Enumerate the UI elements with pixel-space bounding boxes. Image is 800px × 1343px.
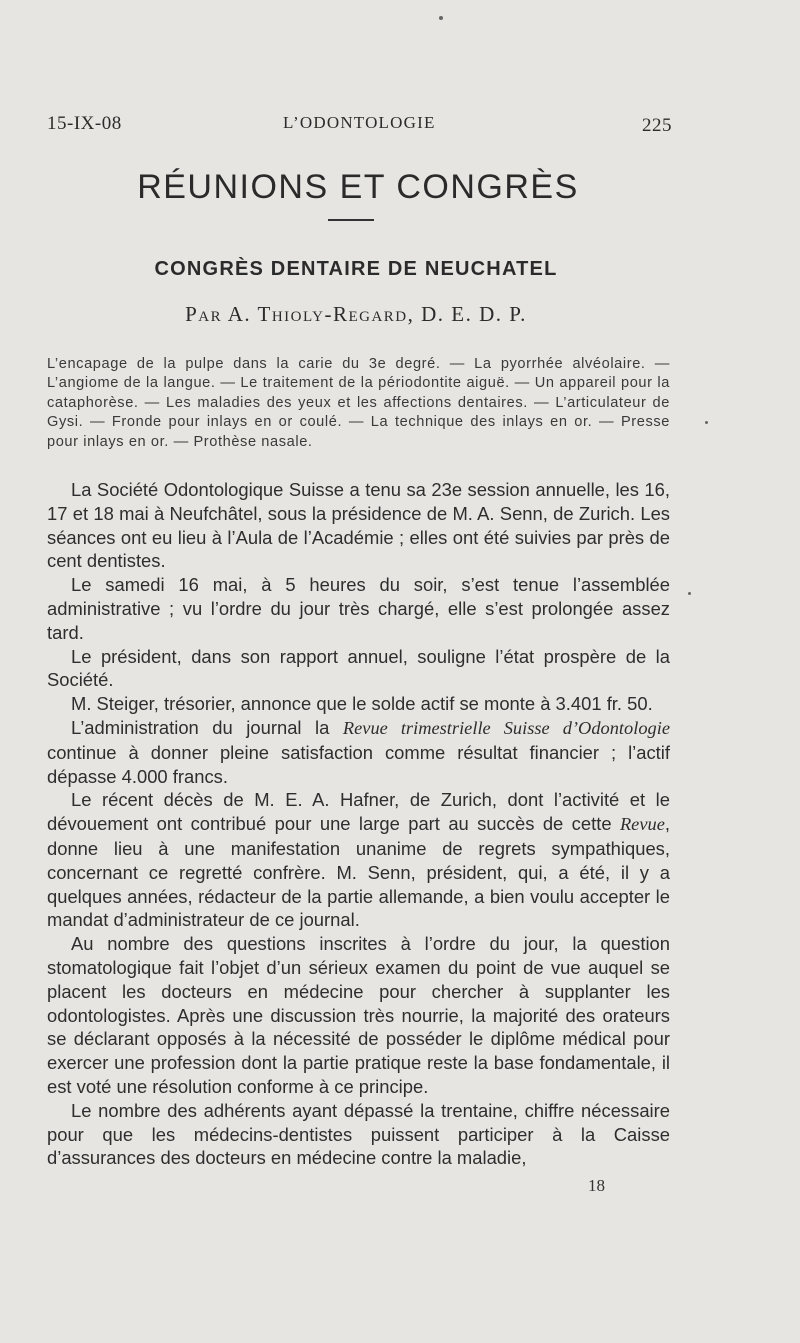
body-paragraph: M. Steiger, trésorier, annonce que le solde actif se monte à 3.401 fr. 50. [71, 693, 653, 715]
text-run: continue à donner pleine satisfaction comme résultat financier ; l’actif dépasse 4.000 francs. [47, 741, 670, 787]
article-byline: Par A. Thioly-Regard, D. E. D. P. [185, 302, 527, 326]
journal-title-italic: Revue trimestrielle Suisse d’Odontologie [342, 717, 670, 738]
issue-date: 15-IX-08 [47, 113, 122, 134]
body-paragraph: Le samedi 16 mai, à 5 heures du soir, s’est tenue l’assemblée administrative ; vu l’ordre du jour très chargé, elle s’est prolongée assez tard. [47, 574, 670, 643]
body-paragraph [47, 716, 670, 788]
journal-name: L’ODONTOLOGIE [283, 113, 436, 132]
body-paragraph [47, 788, 670, 932]
signature-mark: 18 [588, 1176, 605, 1195]
article-body [47, 478, 670, 1170]
text-run: , donne lieu à une manifestation unanime de regrets sympathiques, concernant ce regretté confrère. M. Senn, président, qui, a été, il y a quelques années, rédacteur de la partie allemande, a bien voulu accepter le mandat d’administrateur de ce journal. [47, 813, 670, 931]
text-run: L’administration du journal la [71, 716, 343, 738]
paper-speck [439, 16, 443, 20]
paper-speck [705, 421, 708, 424]
article-title: CONGRÈS DENTAIRE DE NEUCHATEL [154, 258, 558, 280]
running-head [47, 113, 672, 143]
body-paragraph: Le président, dans son rapport annuel, souligne l’état prospère de la Société. [47, 645, 670, 691]
section-title: RÉUNIONS ET CONGRÈS [137, 168, 579, 206]
journal-title-italic: Revue [619, 814, 665, 835]
body-paragraph: Le nombre des adhérents ayant dépassé la trentaine, chiffre nécessaire pour que les médecins-dentistes puissent participer à la Caisse d’assurances des docteurs en médecine contre la maladie, [47, 1099, 670, 1169]
title-divider [328, 219, 374, 221]
body-paragraph: Au nombre des questions inscrites à l’ordre du jour, la question stomatologique fait l’objet d’un sérieux examen du point de vue auquel se placent les docteurs en médecine pour chercher à supplanter les odontologistes. Après une discussion très nourrie, la majorité des orateurs se déclarant opposés à la nécessité de posséder le diplôme médical pour exercer une profession dont la partie pratique reste la base fondamentale, il est voté une résolution conforme à ce principe. [47, 933, 670, 1097]
article-summary: L’encapage de la pulpe dans la carie du 3e degré. — La pyorrhée alvéolaire. — L’angiome de la langue. — Le traitement de la périodontite aiguë. — Un appareil pour la cataphorèse. — Les maladies des yeux et les affections dentaires. — L’articulateur de Gysi. — Fronde pour inlays en or coulé. — La technique des inlays en or. — Presse pour inlays en or. — Prothèse nasale. [47, 356, 670, 450]
text-run: Le récent décès de M. E. A. Hafner, de Zurich, dont l’activité et le dévouement ont contribué pour une large part au succès de cette [47, 789, 670, 835]
body-paragraph: La Société Odontologique Suisse a tenu sa 23e session annuelle, les 16, 17 et 18 mai à Neufchâtel, sous la présidence de M. A. Senn, de Zurich. Les séances ont eu lieu à l’Aula de l’Académie ; elles ont été suivies par près de cent dentistes. [47, 479, 670, 572]
paper-speck [688, 592, 691, 595]
page-number: 225 [642, 115, 672, 136]
